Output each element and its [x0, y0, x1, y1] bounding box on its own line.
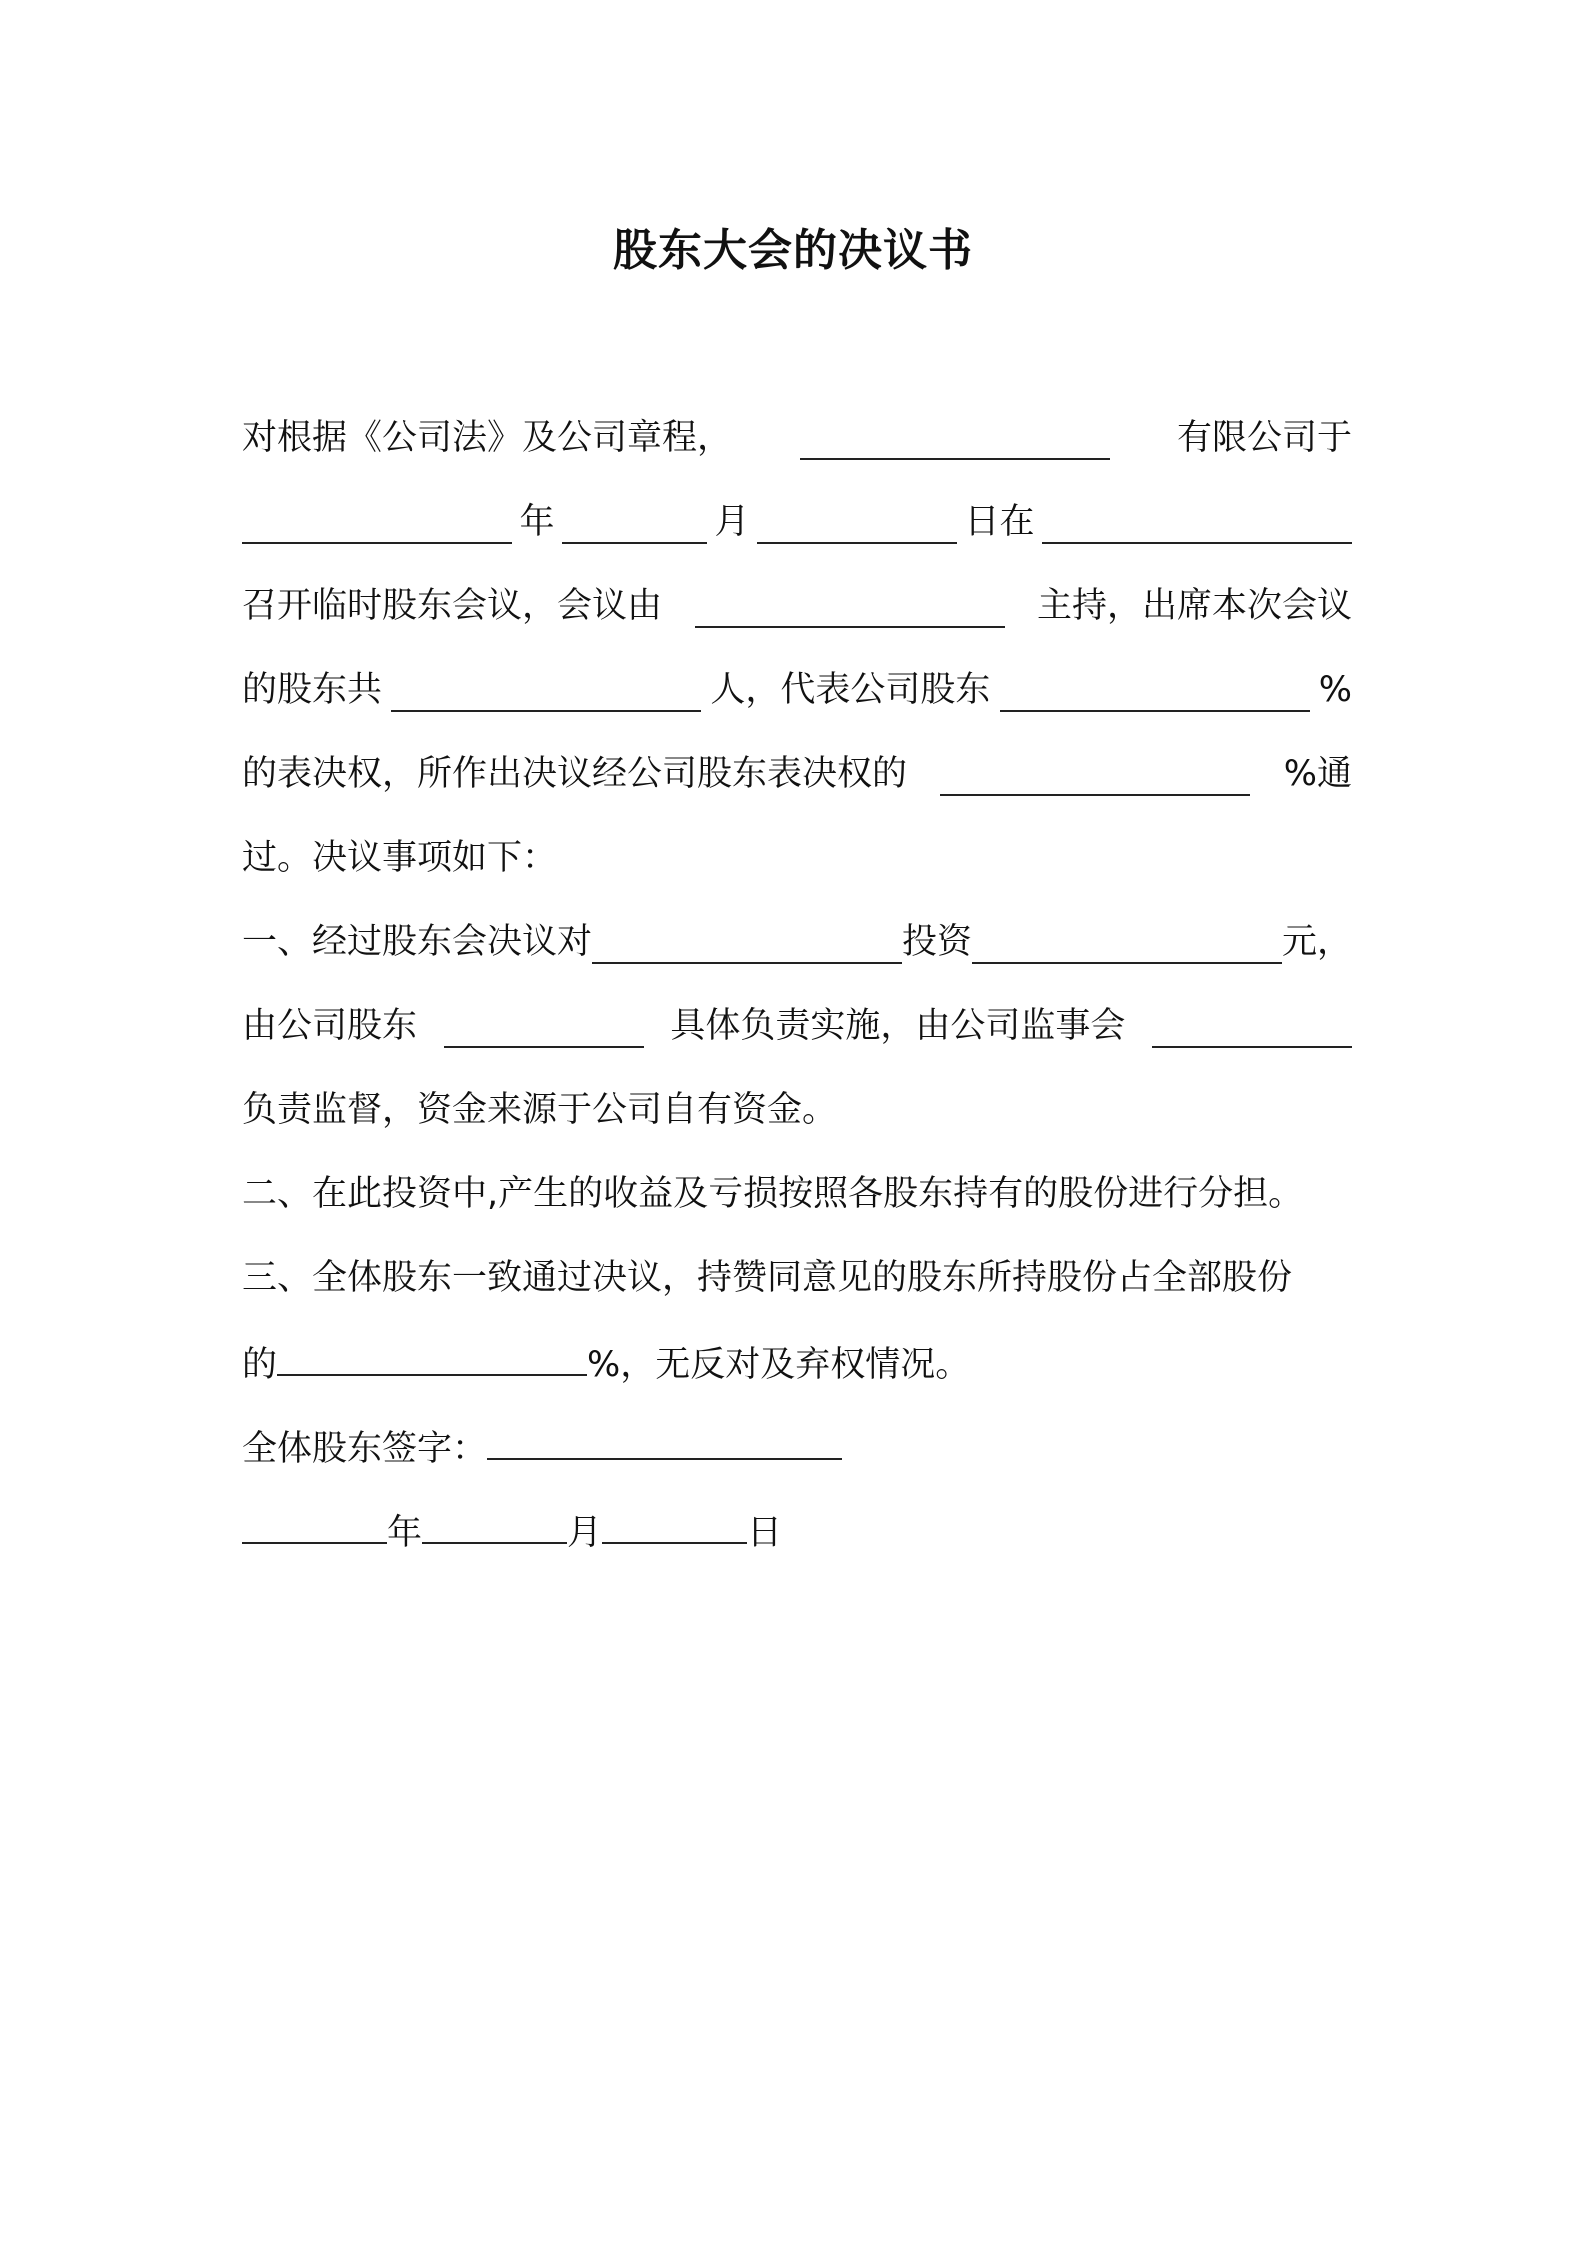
text-segment: 召开临时股东会议，会议由: [242, 586, 663, 626]
blank-sign-month[interactable]: [422, 1508, 567, 1544]
blank-responsible-shareholder[interactable]: [444, 1012, 644, 1048]
date-line: [242, 1508, 1352, 1555]
text-segment: 的表决权，所作出决议经公司股东表决权的: [242, 754, 908, 794]
blank-represented-percent[interactable]: [1000, 676, 1310, 712]
paragraph-line-6: [242, 836, 1352, 880]
text-segment: 具体负责实施，由公司监事会: [670, 1006, 1126, 1046]
paragraph-line-11: [242, 1256, 1352, 1300]
blank-company-name[interactable]: [800, 424, 1110, 460]
text-segment: 一、经过股东会决议对: [242, 922, 593, 962]
text-segment: 人，代表公司股东: [710, 670, 991, 710]
blank-approval-percent[interactable]: [940, 760, 1250, 796]
document-title: 股东大会的决议书: [613, 225, 973, 276]
signature-line: [242, 1424, 1352, 1471]
text-segment: 由公司股东: [242, 1006, 418, 1046]
paragraph-line-8: [242, 1004, 1352, 1048]
text-segment: 过。决议事项如下：: [242, 838, 558, 878]
blank-signature[interactable]: [487, 1424, 842, 1460]
text-segment: %通: [1283, 754, 1352, 794]
text-segment: 月: [567, 1513, 603, 1553]
text-segment: 日: [747, 1513, 783, 1553]
text-segment: 元，: [1282, 922, 1353, 962]
paragraph-line-7: [242, 920, 1352, 964]
paragraph-line-10: [242, 1172, 1352, 1216]
text-segment: 年: [519, 502, 555, 542]
blank-sign-day[interactable]: [602, 1508, 747, 1544]
blank-chairperson[interactable]: [695, 592, 1005, 628]
blank-supervisory-board[interactable]: [1152, 1012, 1352, 1048]
blank-location[interactable]: [1042, 508, 1352, 544]
blank-shares-percent[interactable]: [277, 1340, 587, 1376]
paragraph-line-1: [242, 416, 1352, 460]
text-segment: 负责监督，资金来源于公司自有资金。: [242, 1090, 838, 1130]
blank-shareholder-count[interactable]: [391, 676, 701, 712]
text-segment: 对根据《公司法》及公司章程，: [242, 418, 733, 458]
text-segment: 年: [387, 1513, 423, 1553]
signature-label: 全体股东签字：: [242, 1429, 488, 1469]
blank-year[interactable]: [242, 508, 512, 544]
text-segment: 的股东共: [242, 670, 383, 710]
paragraph-line-5: [242, 752, 1352, 796]
blank-month[interactable]: [562, 508, 707, 544]
paragraph-line-9: [242, 1088, 1352, 1132]
text-segment: %，无反对及弃权情况。: [587, 1345, 971, 1385]
text-segment: %: [1318, 670, 1352, 710]
blank-investment-amount[interactable]: [972, 928, 1282, 964]
blank-day[interactable]: [757, 508, 957, 544]
paragraph-line-2: [242, 500, 1352, 544]
text-segment: 月: [714, 502, 750, 542]
text-segment: 三、全体股东一致通过决议，持赞同意见的股东所持股份占全部股份: [242, 1258, 1293, 1298]
text-segment: 投资: [902, 922, 973, 962]
blank-sign-year[interactable]: [242, 1508, 387, 1544]
text-segment: 有限公司于: [1176, 418, 1352, 458]
text-segment: 主持，出席本次会议: [1036, 586, 1352, 626]
text-segment: 二、在此投资中,产生的收益及亏损按照各股东持有的股份进行分担。: [242, 1174, 1304, 1214]
text-segment: 日在: [964, 502, 1035, 542]
paragraph-line-12: [242, 1340, 1352, 1387]
paragraph-line-4: [242, 668, 1352, 712]
text-segment: 的: [242, 1345, 278, 1385]
paragraph-line-3: [242, 584, 1352, 628]
blank-investment-target[interactable]: [592, 928, 902, 964]
